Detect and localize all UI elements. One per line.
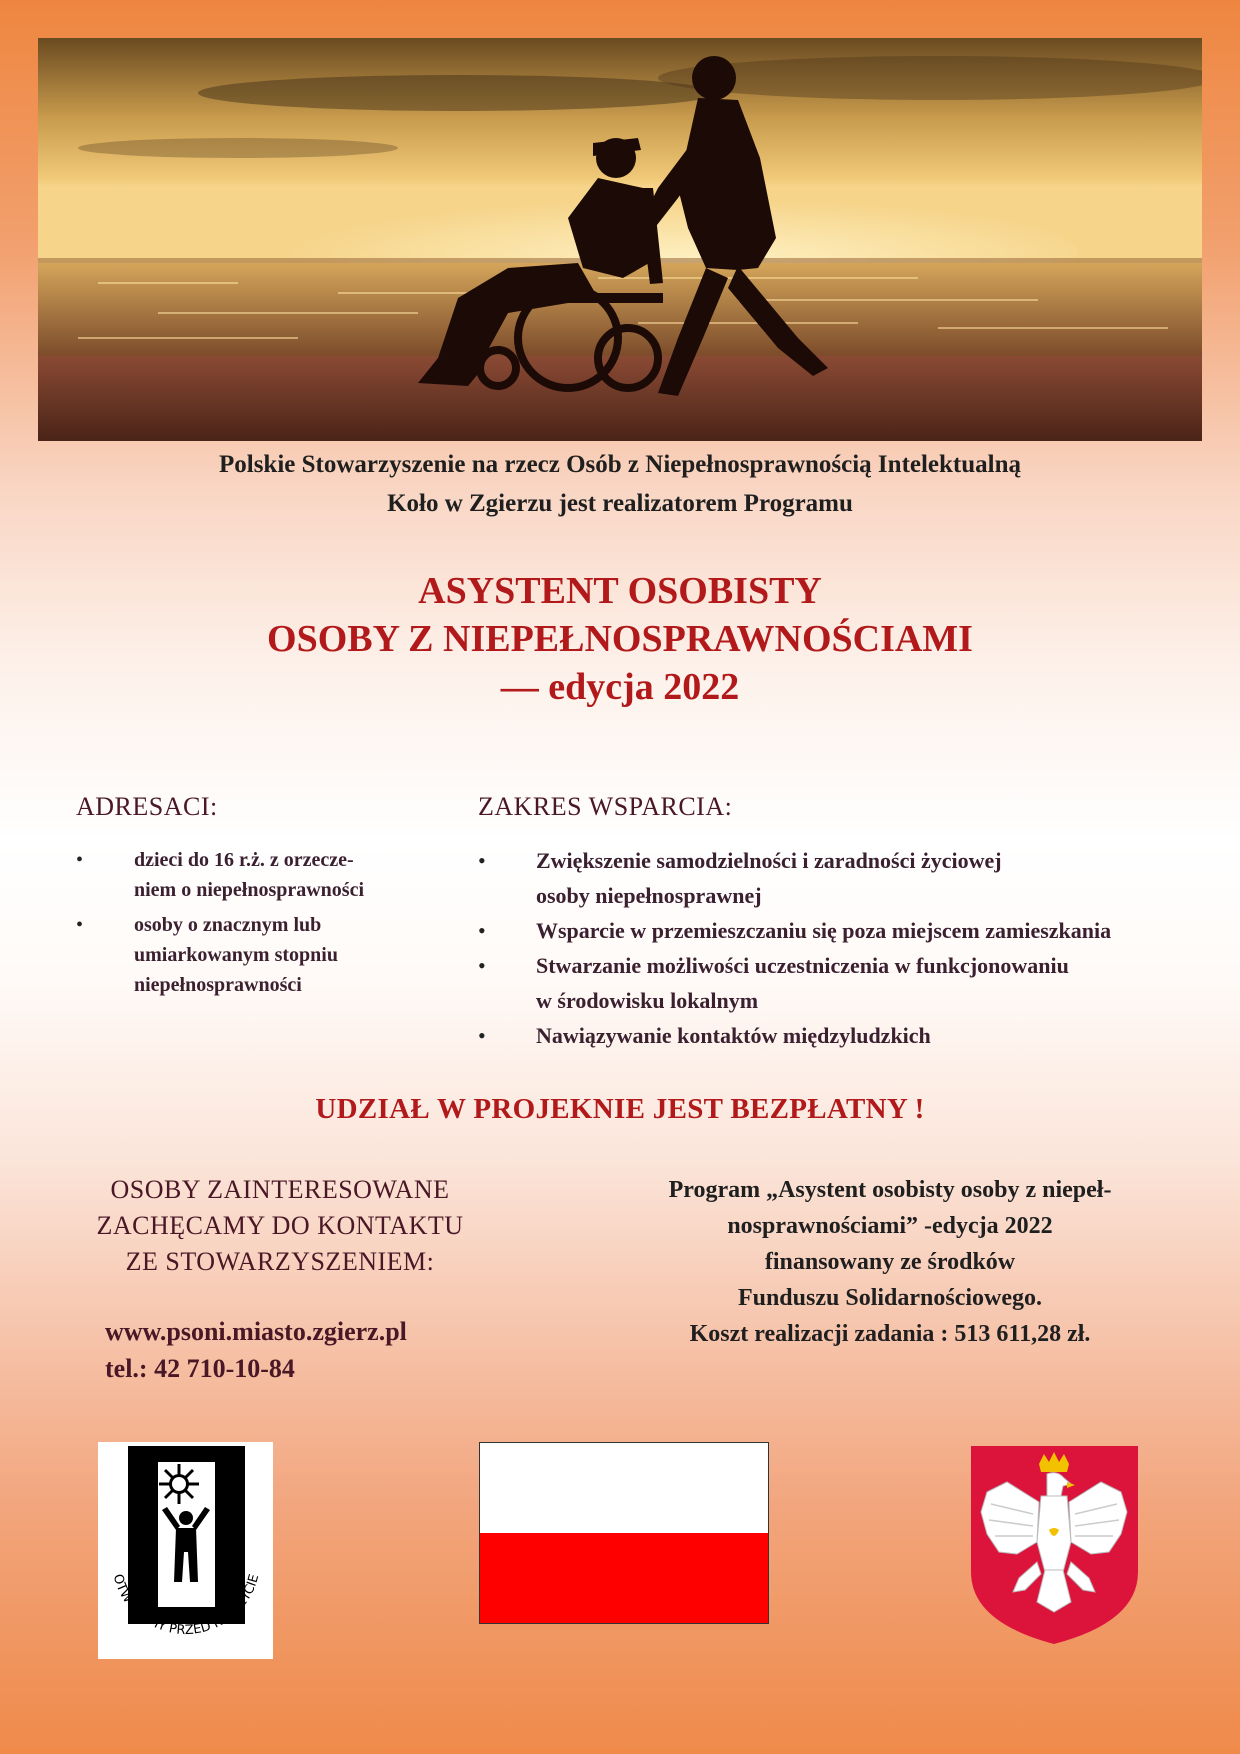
- contact-line-3: ZE STOWARZYSZENIEM:: [125, 1247, 435, 1276]
- program-line-5: Koszt realizacji zadania : 513 611,28 zł.: [689, 1321, 1091, 1347]
- silhouette-wheelchair-sunset-icon: [38, 38, 1202, 441]
- zakres-item-3a: Stwarzanie możliwości uczestniczenia w funkcjonowaniu: [536, 953, 1069, 978]
- zakres-list: [478, 843, 1218, 1053]
- title-line-2: OSOBY Z NIEPEŁNOSPRAWNOŚCIAMI: [267, 618, 973, 660]
- adresaci-item-2a: osoby o znacznym lub: [134, 914, 322, 936]
- adresaci-heading: ADRESACI:: [76, 792, 218, 821]
- adresaci-item-2c: niepełnosprawności: [134, 974, 302, 996]
- psoni-slogan: OTWÓRZMY PRZED NIMI ŻYCIE: [109, 1572, 263, 1639]
- list-item: [478, 1018, 1218, 1053]
- polish-flag: [479, 1442, 769, 1624]
- adresaci-item-1b: niem o niepełnosprawności: [134, 879, 365, 901]
- phone-number: tel.: 42 710-10-84: [105, 1354, 295, 1383]
- program-line-3: finansowany ze środków: [764, 1249, 1016, 1275]
- contact-line-1: OSOBY ZAINTERESOWANE: [110, 1175, 450, 1204]
- list-item: [76, 910, 416, 1000]
- program-line-1: Program „Asystent osobisty osoby z niepeł-: [668, 1177, 1112, 1203]
- program-title: [0, 567, 1240, 711]
- psoni-logo-icon: [98, 1442, 273, 1659]
- list-item: [478, 843, 1218, 913]
- program-funding-info: [580, 1172, 1200, 1352]
- zakres-item-4: Nawiązywanie kontaktów międzyludzkich: [536, 1023, 931, 1048]
- contact-details: [105, 1313, 407, 1387]
- free-participation-notice: UDZIAŁ W PROJEKNIE JEST BEZPŁATNY !: [315, 1093, 925, 1125]
- program-line-4: Funduszu Solidarnościowego.: [737, 1285, 1043, 1311]
- contact-invitation: [40, 1172, 520, 1280]
- zakres-item-2: Wsparcie w przemieszczaniu się poza miejscem zamieszkania: [536, 918, 1112, 943]
- zakres-item-1a: Zwiększenie samodzielności i zaradności życiowej: [536, 848, 1002, 873]
- program-line-2: nosprawnościami” -edycja 2022: [727, 1213, 1053, 1239]
- zakres-item-1b: osoby niepełnosprawnej: [536, 883, 762, 908]
- flag-white-stripe: [480, 1443, 768, 1533]
- flag-red-stripe: [480, 1533, 768, 1623]
- org-line-1: Polskie Stowarzyszenie na rzecz Osób z Niepełnosprawnością Intelektualną: [218, 451, 1022, 478]
- psoni-logo: [98, 1442, 273, 1659]
- organization-intro: [0, 445, 1240, 523]
- title-line-1: ASYSTENT OSOBISTY: [418, 570, 822, 612]
- list-item: [478, 948, 1218, 1018]
- polish-emblem: [967, 1442, 1142, 1647]
- website-link[interactable]: www.psoni.miasto.zgierz.pl: [105, 1317, 407, 1346]
- list-item: [478, 913, 1218, 948]
- list-item: [76, 845, 416, 905]
- zakres-heading: ZAKRES WSPARCIA:: [478, 792, 733, 821]
- hero-photo: [38, 38, 1202, 441]
- org-line-2: Koło w Zgierzu jest realizatorem Programu: [387, 490, 853, 517]
- zakres-item-3b: w środowisku lokalnym: [536, 988, 759, 1013]
- adresaci-item-1a: dzieci do 16 r.ż. z orzecze-: [134, 849, 354, 871]
- adresaci-list: [76, 845, 416, 1005]
- white-eagle-icon: [967, 1442, 1142, 1647]
- adresaci-item-2b: umiarkowanym stopniu: [134, 944, 338, 966]
- contact-line-2: ZACHĘCAMY DO KONTAKTU: [96, 1211, 464, 1240]
- title-line-3: — edycja 2022: [500, 666, 740, 708]
